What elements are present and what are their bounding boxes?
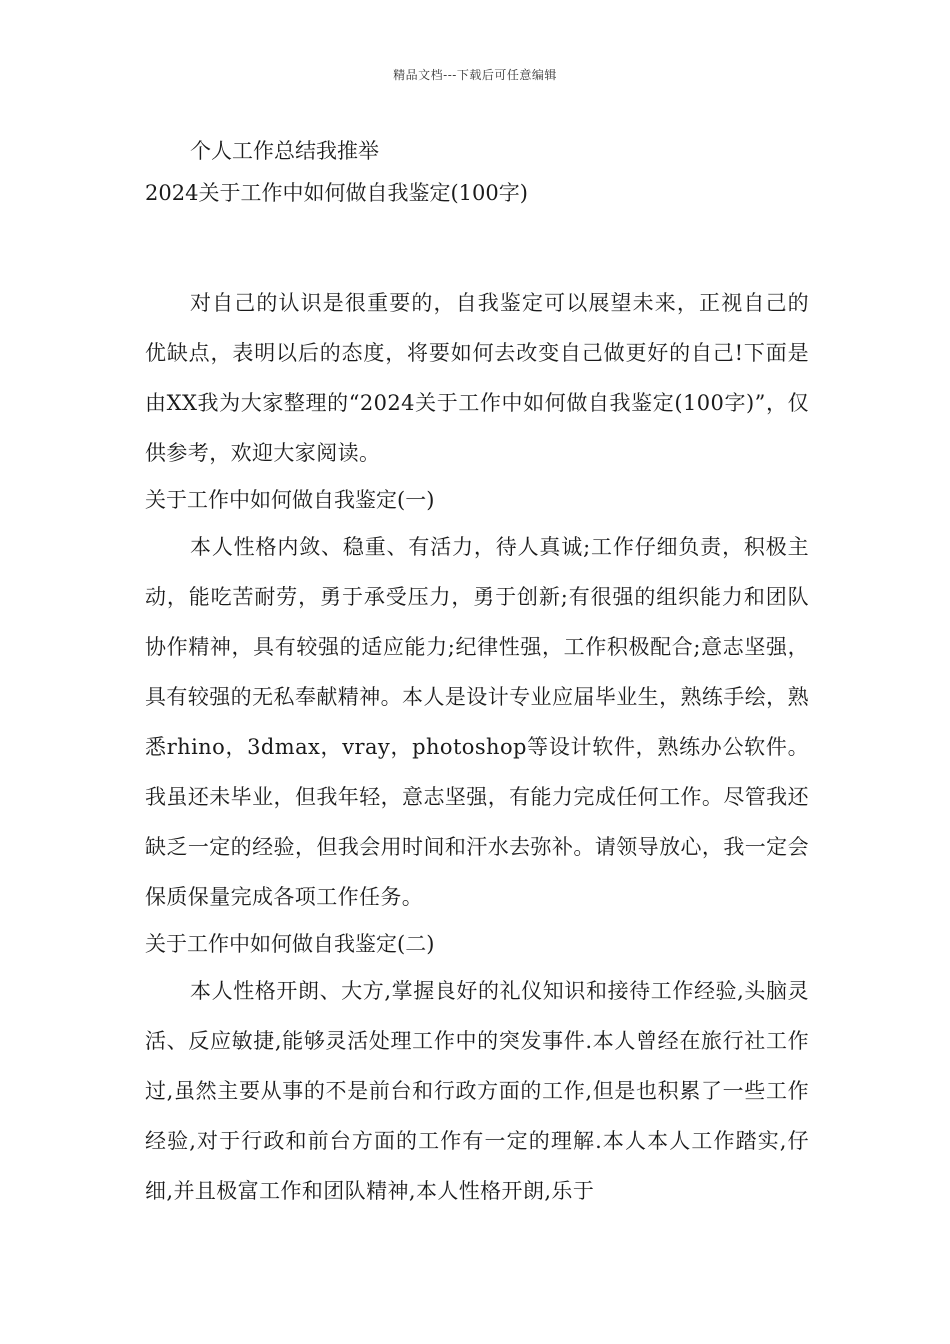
page-header: 精品文档---下载后可任意编辑	[393, 68, 557, 82]
section-heading-1: 关于工作中如何做自我鉴定(一)	[145, 488, 435, 512]
document-body	[145, 130, 809, 1216]
spacer	[145, 214, 809, 278]
document-title: 个人工作总结我推举	[190, 139, 379, 163]
section-body-2: 本人性格开朗、大方,掌握良好的礼仪知识和接待工作经验,头脑灵活、反应敏捷,能够灵活处理工作中的突发事件.本人曾经在旅行社工作过,虽然主要从事的不是前台和行政方面的工作,但是也积累了一些工作经验,对于行政和前台方面的工作有一定的理解.本人本人工作踏实,仔细,并且极富工作和团队精神,本人性格开朗,乐于	[145, 979, 809, 1203]
intro-paragraph: 对自己的认识是很重要的，自我鉴定可以展望未来，正视自己的优缺点，表明以后的态度，将要如何去改变自己做更好的自己!下面是由XX我为大家整理的“2024关于工作中如何做自我鉴定(100字)”，仅供参考，欢迎大家阅读。	[145, 291, 809, 465]
section-body-1: 本人性格内敛、稳重、有活力，待人真诚;工作仔细负责，积极主动，能吃苦耐劳，勇于承受压力，勇于创新;有很强的组织能力和团队协作精神，具有较强的适应能力;纪律性强，工作积极配合;意志坚强，具有较强的无私奉献精神。本人是设计专业应届毕业生，熟练手绘，熟悉rhino，3dmax，vray，photoshop等设计软件，熟练办公软件。我虽还未毕业，但我年轻，意志坚强，有能力完成任何工作。尽管我还缺乏一定的经验，但我会用时间和汗水去弥补。请领导放心，我一定会保质保量完成各项工作任务。	[145, 535, 809, 909]
document-subtitle: 2024关于工作中如何做自我鉴定(100字)	[145, 181, 528, 205]
section-heading-2: 关于工作中如何做自我鉴定(二)	[145, 932, 435, 956]
